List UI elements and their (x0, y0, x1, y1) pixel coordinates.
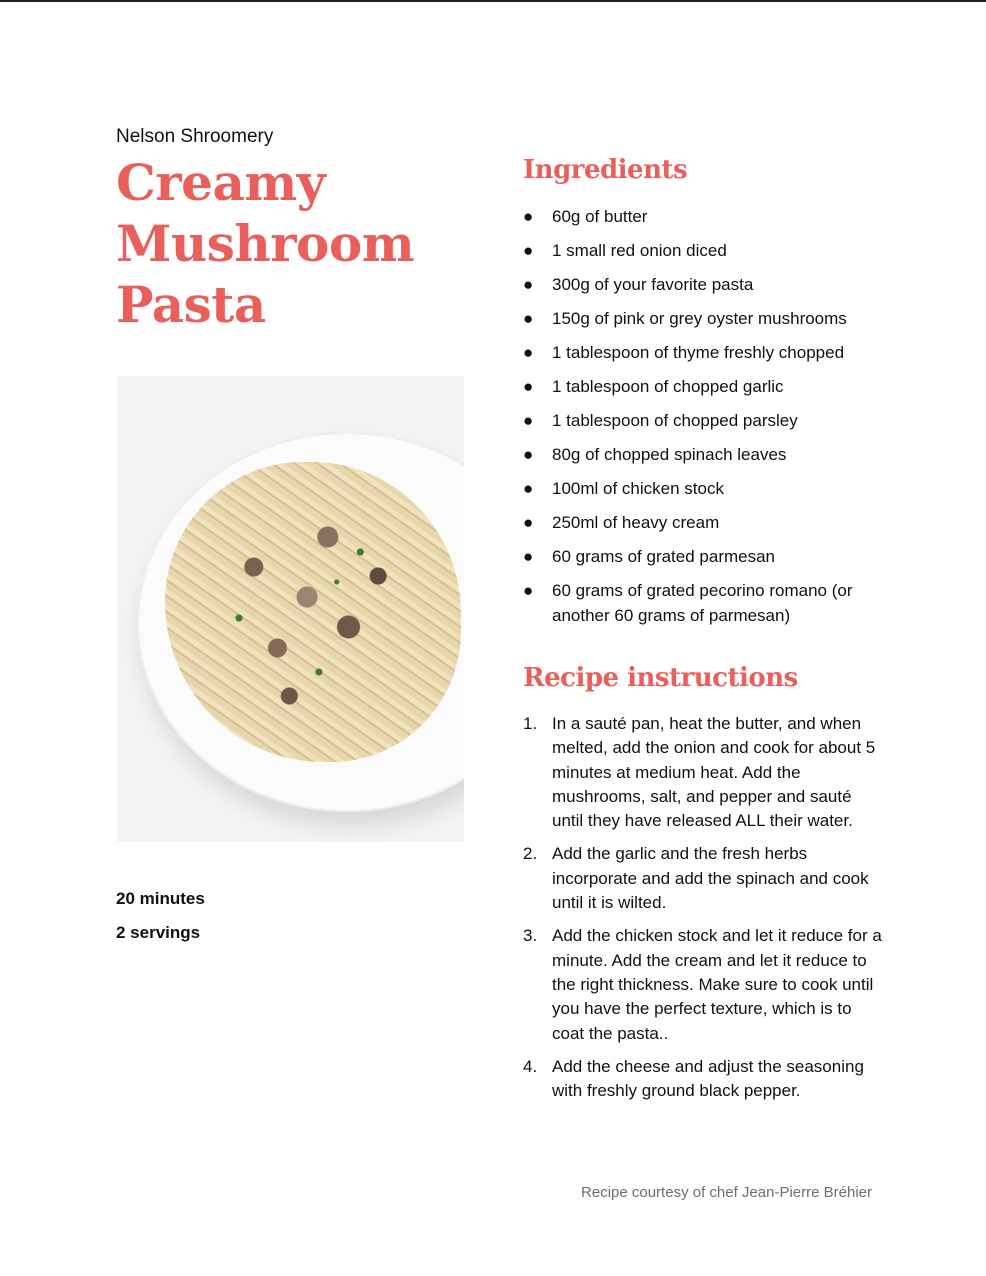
ingredient-item: ● 100ml of chicken stock (523, 476, 883, 501)
ingredient-item: ● 1 small red onion diced (523, 238, 883, 263)
bullet-icon: ● (523, 343, 534, 362)
step-number: 3. (523, 926, 538, 946)
recipe-title-line: Pasta (116, 275, 266, 334)
bullet-icon: ● (523, 445, 534, 464)
bullet-icon: ● (523, 479, 534, 498)
ingredients-list (523, 204, 883, 637)
instructions-heading: Recipe instructions (523, 663, 798, 693)
ingredient-item: ● 250ml of heavy cream (523, 510, 883, 535)
instruction-step: 3. Add the chicken stock and let it reduce for a minute. Add the cream and let it reduce to the right thickness. Make sure to cook until you have the perfect texture, which is to coat the pasta.. (523, 926, 882, 1043)
author-name: Nelson Shroomery (116, 126, 274, 147)
ingredient-item: ● 60g of butter (523, 204, 883, 229)
ingredient-item: ● 1 tablespoon of chopped parsley (523, 408, 883, 433)
recipe-credit: Recipe courtesy of chef Jean-Pierre Bréhier (581, 1184, 872, 1201)
bullet-icon: ● (523, 377, 534, 396)
ingredient-item: ● 80g of chopped spinach leaves (523, 442, 883, 467)
top-divider (0, 0, 986, 2)
bullet-icon: ● (523, 309, 534, 328)
bullet-icon: ● (523, 275, 534, 294)
bullet-icon: ● (523, 547, 534, 566)
cook-time: 20 minutes (116, 889, 205, 908)
ingredient-item: ● 300g of your favorite pasta (523, 272, 883, 297)
instruction-step: 1. In a sauté pan, heat the butter, and when melted, add the onion and cook for about 5 minutes at medium heat. Add the mushrooms, salt, and pepper and sauté until they have released ALL their water. (523, 714, 876, 831)
bullet-icon: ● (523, 241, 534, 260)
ingredient-item: ● 1 tablespoon of chopped garlic (523, 374, 883, 399)
ingredient-item: ● 60 grams of grated parmesan (523, 544, 883, 569)
ingredients-heading: Ingredients (523, 155, 688, 185)
step-number: 1. (523, 714, 538, 733)
ingredient-item: ● 150g of pink or grey oyster mushrooms (523, 306, 883, 331)
recipe-photo (117, 376, 464, 842)
instruction-step: 2. Add the garlic and the fresh herbs incorporate and add the spinach and cook until it is wilted. (523, 844, 869, 913)
recipe-title (116, 152, 476, 335)
instructions-list (523, 712, 885, 1112)
bullet-icon: ● (523, 207, 534, 226)
bullet-icon: ● (523, 411, 534, 430)
step-number: 4. (523, 1056, 538, 1076)
servings: 2 servings (116, 923, 201, 942)
recipe-title-line: Mushroom (116, 214, 415, 273)
recipe-title-line: Creamy (116, 153, 326, 212)
ingredient-item: ● 60 grams of grated pecorino romano (or another 60 grams of parmesan) (523, 578, 883, 628)
ingredient-item: ● 1 tablespoon of thyme freshly chopped (523, 340, 883, 365)
instruction-step: 4. Add the cheese and adjust the seasoning with freshly ground black pepper. (523, 1056, 864, 1101)
step-number: 2. (523, 844, 538, 864)
bullet-icon: ● (523, 581, 534, 600)
bullet-icon: ● (523, 513, 534, 532)
